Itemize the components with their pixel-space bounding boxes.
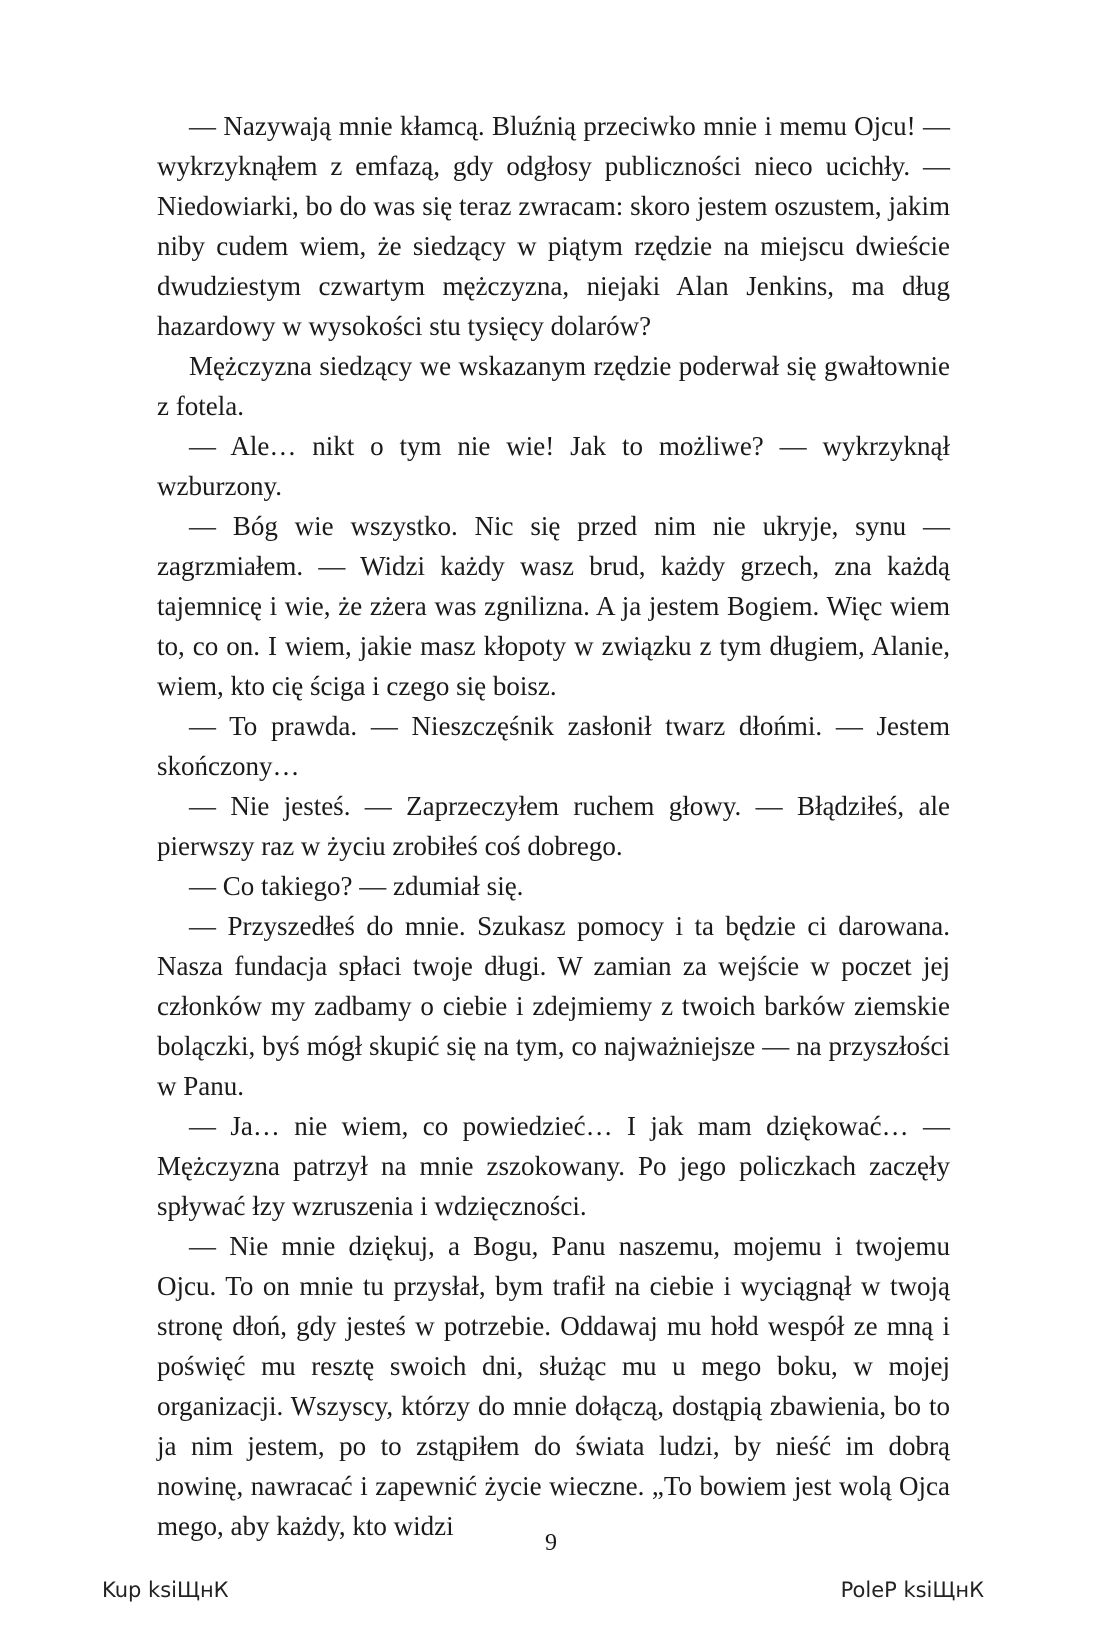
paragraph-1: — Nazywają mnie kłamcą. Bluźnią przeciwko mnie i memu Ojcu! — wykrzyknąłem z emfazą, gdy odgłosy publiczności nieco ucichły. — Niedowiarki, bo do was się teraz zwracam: skoro jestem oszustem, jakim niby cudem wiem, że siedzący w piątym rzędzie na miejscu dwieście dwudziestym czwartym mężczyzna, niejaki Alan Jenkins, ma dług hazardowy w wysokości stu tysięcy dolarów? [157,111,950,341]
paragraph-5: — To prawda. — Nieszczęśnik zasłonił twarz dłońmi. — Jestem skończony… [157,711,950,781]
buy-book-link[interactable]: Kup ksiЩнК [102,1578,229,1602]
paragraph-10: — Nie mnie dziękuj, a Bogu, Panu naszemu, mojemu i twojemu Ojcu. To on mnie tu przysłał, bym trafił na ciebie i wyciągnął w twoją stronę dłoń, gdy jesteś w potrzebie. Oddawaj mu hołd wespół ze mną i poświęć mu resztę swoich dni, służąc mu u mego boku, w mojej organizacji. Wszyscy, którzy do mnie dołączą, dostąpią zbawienia, bo to ja nim jestem, po to zstąpiłem do świata ludzi, by nieść im dobrą nowinę, nawracać i zapewnić życie wieczne. „To bowiem jest wolą Ojca mego, aby każdy, kto widzi [157,1231,950,1541]
page-number: 9 [545,1530,557,1556]
paragraph-8: — Przyszedłeś do mnie. Szukasz pomocy i ta będzie ci darowana. Nasza fundacja spłaci twoje długi. W zamian za wejście w poczet jej członków my zadbamy o ciebie i zdejmiemy z twoich barków ziemskie bolączki, byś mógł skupić się na tym, co najważniejsze — na przyszłości w Panu. [157,911,950,1101]
paragraph-6: — Nie jesteś. — Zaprzeczyłem ruchem głowy. — Błądziłeś, ale pierwszy raz w życiu zrobiłeś coś dobrego. [157,791,950,861]
body-text [157,106,950,1546]
paragraph-9: — Ja… nie wiem, co powiedzieć… I jak mam dziękować… — Mężczyzna patrzył na mnie zszokowany. Po jego policzkach zaczęły spływać łzy wzruszenia i wdzięczności. [157,1111,950,1221]
paragraph-7: — Co takiego? — zdumiał się. [189,871,524,901]
recommend-book-link[interactable]: PoleР ksiЩнК [840,1578,984,1602]
paragraph-3: — Ale… nikt o tym nie wie! Jak to możliwe? — wykrzyknął wzburzony. [157,431,950,501]
paragraph-4: — Bóg wie wszystko. Nic się przed nim nie ukryje, synu — zagrzmiałem. — Widzi każdy wasz brud, każdy grzech, zna każdą tajemnicę i wie, że zżera was zgnilizna. A ja jestem Bogiem. Więc wiem to, co on. I wiem, jakie masz kłopoty w związku z tym długiem, Alanie, wiem, kto cię ściga i czego się boisz. [157,511,950,701]
paragraph-2: Mężczyzna siedzący we wskazanym rzędzie poderwał się gwałtownie z fotela. [157,351,950,421]
